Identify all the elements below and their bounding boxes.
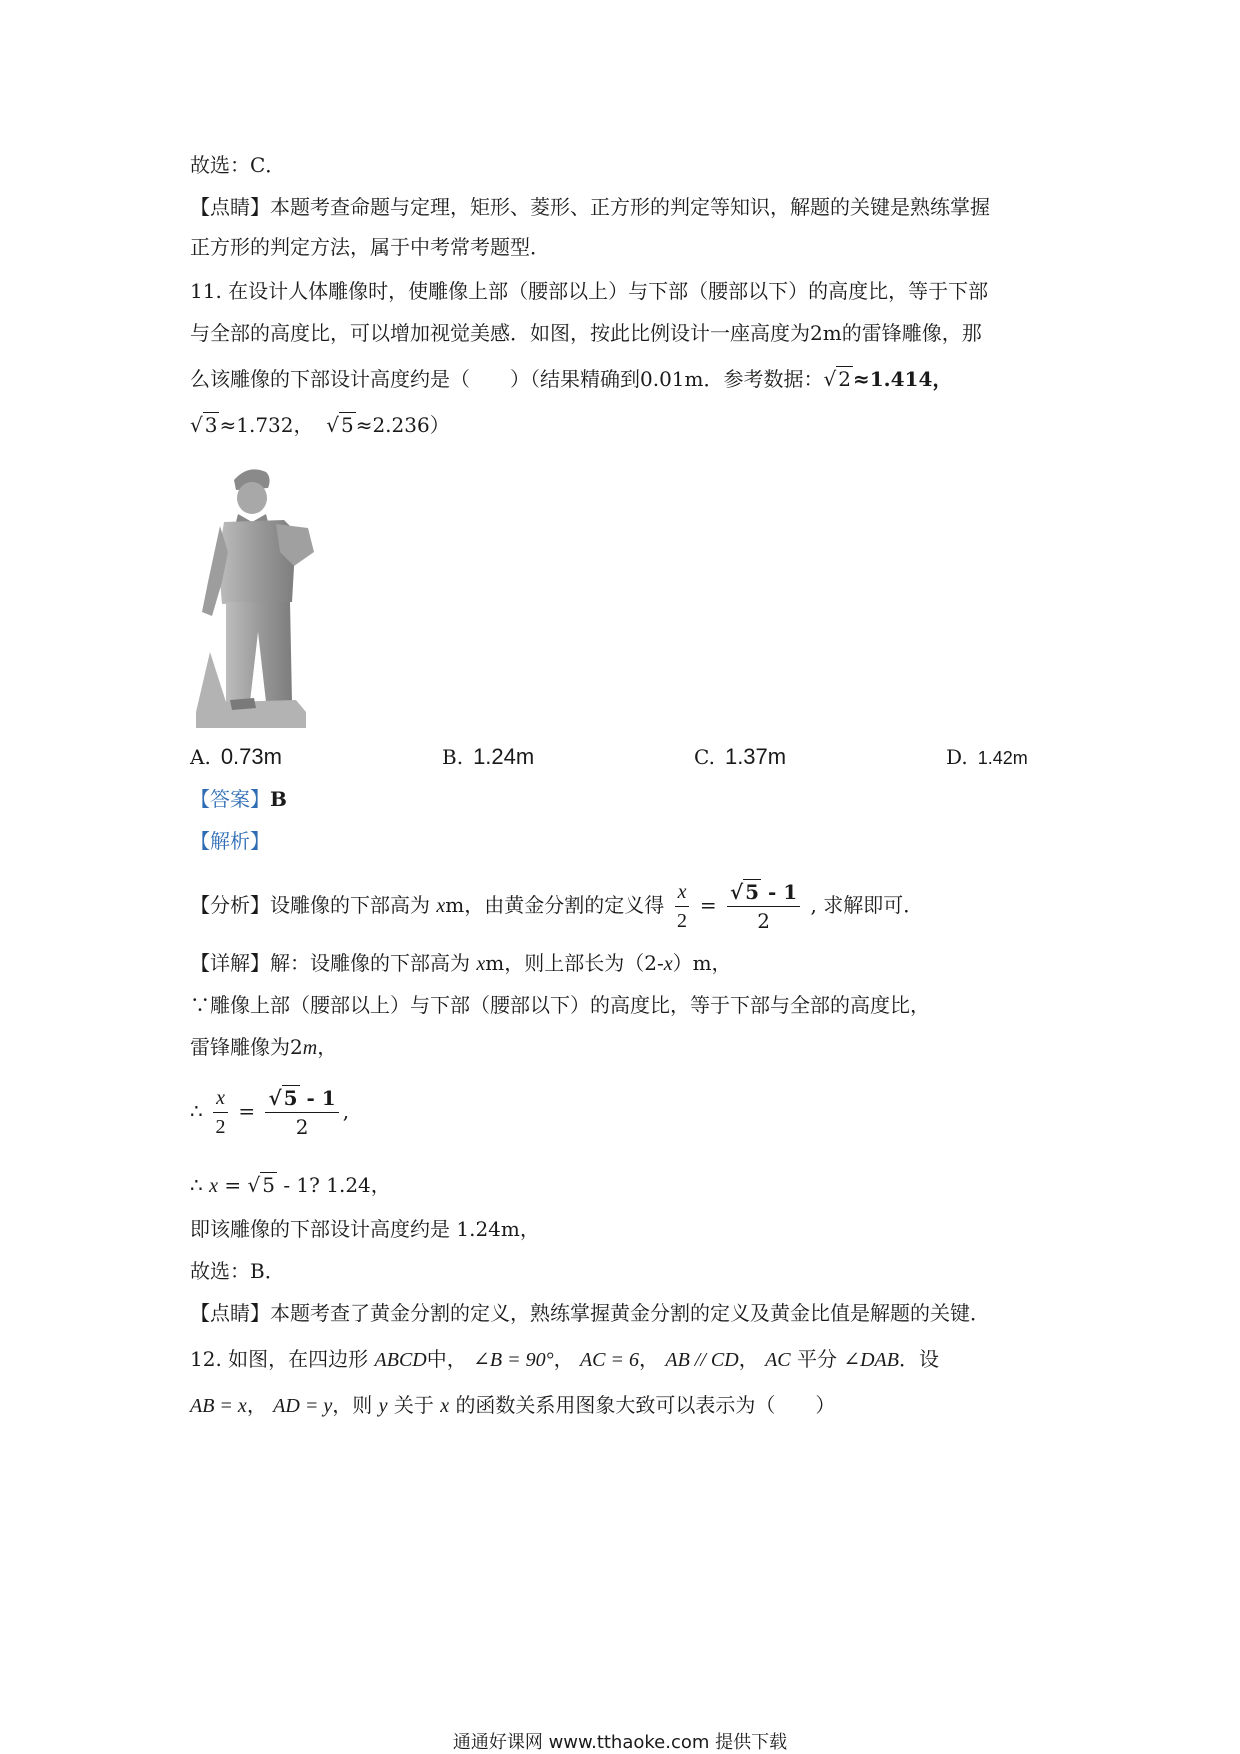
- q12-text-i: ，则: [332, 1393, 373, 1417]
- conclusion-line: 即该雕像的下部设计高度约是 1.24m，: [190, 1217, 540, 1241]
- sqrt2-approx: ≈1.414，: [852, 367, 953, 391]
- option-c-label: C.: [694, 745, 715, 769]
- option-a: [190, 742, 282, 772]
- therefore-symbol: ∴: [190, 1173, 203, 1197]
- q11-line-3: [190, 364, 952, 394]
- because-line: ∵雕像上部（腰部以上）与下部（腰部以下）的高度比，等于下部与全部的高度比，: [190, 993, 930, 1017]
- quad-abcd: ABCD: [374, 1349, 427, 1371]
- answer-line-prev: 故选：C．: [190, 153, 286, 177]
- comma: ，: [553, 1347, 574, 1371]
- fenxi-line: [190, 876, 923, 935]
- option-d: [946, 742, 1028, 773]
- therefore-symbol: ∴: [190, 1099, 203, 1123]
- option-b-value: 1.24m: [473, 744, 535, 769]
- q12-text-b: 中，: [426, 1347, 467, 1371]
- q12-text-j: 关于: [393, 1393, 434, 1417]
- dianjing-line-1: 【点睛】本题考查命题与定理，矩形、菱形、正方形的判定等知识，解题的关键是熟练掌握: [190, 195, 990, 219]
- ac-eq-6: AC = 6: [579, 1349, 639, 1371]
- q11-line-1: 11. 在设计人体雕像时，使雕像上部（腰部以上）与下部（腰部以下）的高度比，等于下部: [190, 279, 989, 303]
- option-c: [694, 742, 786, 772]
- ac: AC: [765, 1349, 791, 1371]
- statue-image: [196, 462, 324, 728]
- approx-value: - 1? 1.24，: [283, 1173, 391, 1197]
- angle-dab: ∠DAB: [843, 1349, 899, 1371]
- comma: ,: [342, 1099, 350, 1123]
- var-x: x: [440, 1395, 450, 1417]
- fraction-x-over-2: $\frac{x}{2}$: [213, 1084, 228, 1141]
- option-d-label: D.: [946, 745, 968, 769]
- equals-sign: =: [224, 1173, 242, 1197]
- sqrt5-approx: ≈2.236）: [355, 413, 450, 437]
- q12-text-a: 12. 如图，在四边形: [190, 1347, 369, 1371]
- leifeng-line: [190, 1032, 337, 1063]
- fenxi-text-b: m，由黄金分割的定义得: [445, 893, 665, 917]
- ab-parallel-cd: AB // CD: [665, 1349, 739, 1371]
- q11-line-3-text: 么该雕像的下部设计高度约是（ ）（结果精确到0.01m．参考数据：: [190, 367, 824, 391]
- fraction-golden: $\frac{√ 5 - 1}{2}$: [727, 878, 800, 935]
- xiangjie-text-a: 【详解】解：设雕像的下部高为: [190, 951, 470, 975]
- comma: ，: [246, 1393, 267, 1417]
- xiangjie-line: [190, 948, 732, 979]
- equals-sign: =: [238, 1099, 256, 1123]
- sqrt3-approx: ≈1.732，: [219, 413, 314, 437]
- var-x: x: [663, 953, 673, 975]
- option-d-value: 1.42m: [977, 748, 1028, 768]
- choose-line: 故选：B．: [190, 1259, 285, 1283]
- footer-source: 通通好课网 www.tthaoke.com 提供下载: [452, 1732, 788, 1753]
- ab-eq-x: AB = x: [190, 1395, 247, 1417]
- q12-text-k: 的函数关系用图象大致可以表示为（ ）: [455, 1393, 836, 1417]
- sqrt5: √ 5: [247, 1173, 275, 1197]
- fenxi-text-c: , 求解即可．: [810, 893, 924, 917]
- sqrt5: √ 5: [326, 413, 354, 437]
- ad-eq-y: AD = y: [273, 1395, 333, 1417]
- xiangjie-text-b: m，则上部长为（2-: [485, 951, 664, 975]
- var-x: x: [476, 953, 486, 975]
- option-c-value: 1.37m: [724, 744, 787, 769]
- q11-line-4: [190, 410, 450, 440]
- fenxi-text-a: 【分析】设雕像的下部高为: [190, 893, 430, 917]
- equals-sign: =: [699, 893, 717, 917]
- dianjing-line-3: 【点睛】本题考查了黄金分割的定义，熟练掌握黄金分割的定义及黄金比值是解题的关键．: [190, 1301, 990, 1325]
- option-a-label: A.: [190, 745, 211, 769]
- q11-line-2: 与全部的高度比，可以增加视觉美感．如图，按此比例设计一座高度为2m的雷锋雕像，那: [190, 321, 982, 345]
- q12-text-g: ．设: [898, 1347, 939, 1371]
- answer-line: [190, 784, 287, 814]
- comma: ，: [738, 1347, 759, 1371]
- analysis-tag: 【解析】: [190, 829, 270, 853]
- therefore-line-2: [190, 1170, 391, 1201]
- comma: ，: [317, 1035, 338, 1059]
- therefore-line-1: [190, 1082, 349, 1141]
- option-a-value: 0.73m: [220, 744, 282, 769]
- answer-tag: 【答案】: [190, 787, 270, 811]
- q12-text-f: 平分: [796, 1347, 837, 1371]
- sqrt3: √ 3: [190, 413, 218, 437]
- fraction-x-over-2: $\frac{x}{2}$: [675, 878, 690, 935]
- fraction-golden: $\frac{√ 5 - 1}{2}$: [265, 1084, 338, 1141]
- q12-line-2: [190, 1390, 835, 1421]
- q12-line-1: [190, 1344, 939, 1375]
- var-x: x: [209, 1175, 218, 1197]
- xiangjie-text-c: ）m，: [672, 951, 732, 975]
- option-b: [442, 742, 534, 772]
- angle-b: ∠B = 90°: [473, 1349, 554, 1371]
- unit-m: m: [302, 1037, 318, 1059]
- sqrt2: √ 2: [823, 367, 851, 391]
- answer-value: B: [270, 787, 287, 811]
- dianjing-line-2: 正方形的判定方法，属于中考常考题型．: [190, 235, 550, 259]
- comma: ，: [639, 1347, 659, 1371]
- var-x: x: [436, 895, 446, 917]
- var-y: y: [378, 1395, 388, 1417]
- option-b-label: B.: [442, 745, 464, 769]
- leifeng-text: 雷锋雕像为2: [190, 1035, 303, 1059]
